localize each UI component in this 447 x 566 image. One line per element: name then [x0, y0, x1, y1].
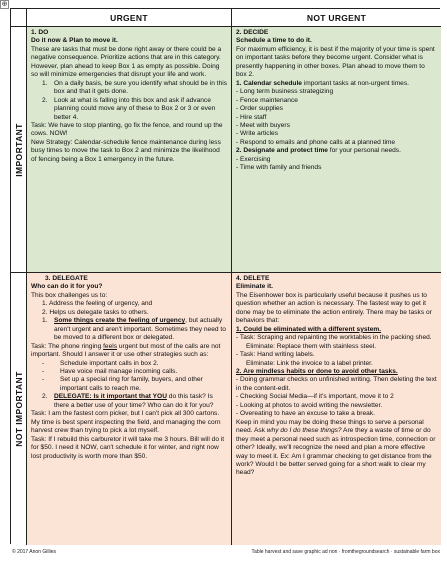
- list-number: 1.: [42, 317, 48, 325]
- section-heading: [236, 147, 437, 155]
- quadrant-decide: [232, 27, 441, 273]
- eliminate-text: Eliminate: Link the invoice to a label printer.: [246, 359, 373, 367]
- section-heading: [236, 80, 437, 88]
- quadrant-title: 3. DELEGATE: [45, 275, 88, 282]
- bullet-mark: -: [42, 367, 45, 375]
- task-text: Task: I am the fastest corn picker, but I can't pick all 300 cartons. My time is best spent inspecting the field, and managing the corn harvest crew than trying to pick a lot myself.: [31, 410, 221, 435]
- row-header-not-important-label: NOT IMPORTANT: [13, 371, 24, 447]
- list-item: - Looking at photos to avoid writing the newsletter.: [236, 401, 383, 409]
- list-text-emphasis: DELEGATE: Is it important that YOU: [54, 393, 167, 401]
- row-header-important-label: IMPORTANT: [13, 122, 24, 177]
- list-item: 2. Helps us delegate tasks to others.: [42, 308, 149, 316]
- task-text: [31, 343, 227, 360]
- quadrant-subtitle: Who can do it for you?: [31, 283, 103, 291]
- task-text: - Task: Hand writing labels.: [236, 351, 315, 359]
- list-text: [54, 393, 227, 410]
- list-text: [54, 317, 227, 342]
- quadrant-title: 1. DO: [31, 29, 49, 36]
- list-number: 1.: [42, 79, 48, 87]
- section-heading-rest: for your personal needs.: [327, 147, 401, 155]
- section-heading: 1. Could be eliminated with a different system.: [236, 325, 382, 333]
- list-item: - Time with family and friends: [236, 164, 322, 172]
- list-text-rest: , but actually aren't urgent and aren't important. Sometimes they need to be moved to a different box or delegated.: [54, 317, 226, 342]
- list-item: - Long term business strategizing: [236, 88, 334, 96]
- closing-text-pre: Keep in mind you may be doing these things to serve a personal need. Ask: [236, 418, 424, 435]
- eisenhower-matrix: [10, 8, 440, 544]
- list-item: - Exercising: [236, 155, 271, 163]
- quadrant-subtitle: Eliminate it.: [236, 283, 274, 291]
- section-heading-bold: 1. Calendar schedule: [236, 79, 302, 87]
- list-item: - Order supplies: [236, 105, 283, 113]
- list-item: - Fence maintenance: [236, 96, 298, 104]
- list-text: Look at what is falling into this box and ask if advance planning could move any of these to Box 2 or 3 or even better 4.: [54, 96, 216, 121]
- quadrant-paragraph: These are tasks that must be done right away or there could be a negative consequence. Prioritize actions that are in this category. However, plan ahead to keep Box 1 as empty as possible. Doing so will minimize emergencies that disrupt your life and work.: [31, 45, 222, 79]
- task-text-emphasis: feels: [103, 342, 118, 350]
- task-text-post: urgent but most of the calls are not important. Should I answer it or use other strategies such as:: [31, 342, 221, 359]
- bullet-mark: -: [42, 376, 45, 384]
- row-header-not-important: [11, 273, 27, 545]
- quadrant-subtitle: Schedule a time to do it.: [236, 37, 312, 45]
- closing-paragraph: [236, 419, 437, 478]
- section-heading-bold: 2. Designate and protect time: [236, 147, 328, 155]
- quadrant-paragraph: The Eisenhower box is particularly useful because it pushes us to question whether an action is necessary. The fastest way to get it done may be to eliminate the action entirely. There may be tasks or behaviors that:: [236, 291, 432, 325]
- list-text: On a daily basis, be sure you identify what should be in this box and that it gets done.: [54, 79, 228, 96]
- list-item: [31, 97, 227, 122]
- task-text: Task: We have to stop planting, go fix the fence, and round up the cows. NOW!: [31, 121, 223, 138]
- matrix-corner: [11, 9, 27, 27]
- row-header-important: [11, 27, 27, 273]
- list-text: Set up a special ring for family, buyers, and other important calls to reach me.: [60, 376, 203, 392]
- list-item: 1. Address the feeling of urgency, and: [42, 300, 153, 308]
- list-item: [31, 360, 227, 368]
- list-item: - Checking Social Media—if it's important, move it to 2: [236, 393, 394, 401]
- list-item: - Meet with buyers: [236, 121, 290, 129]
- quadrant-title: 4. DELETE: [236, 275, 270, 282]
- list-item: - Respond to emails and phone calls at a planned time: [236, 138, 396, 146]
- list-item: [31, 376, 227, 393]
- list-item: - Doing grammar checks on unfinished writing. Then deleting the text in the content-edit.: [236, 376, 437, 392]
- quadrant-delegate: [27, 273, 232, 545]
- list-text-emphasis: Some things create the feeling of urgency: [54, 317, 186, 325]
- section-heading-rest: important tasks at non-urgent times.: [301, 79, 409, 87]
- column-header-not-urgent: NOT URGENT: [232, 9, 441, 27]
- closing-text-emphasis: why do I do these things?: [266, 427, 342, 435]
- list-item: [31, 368, 227, 376]
- quadrant-do: [27, 27, 232, 273]
- list-item: - Hire staff: [236, 113, 267, 121]
- task-text: - Task: Scraping and repainting the worktables in the packing shed.: [236, 334, 432, 342]
- quadrant-delete: [232, 273, 441, 545]
- section-heading: 2. Are mindless habits or done to avoid other tasks.: [236, 367, 398, 375]
- bullet-mark: -: [42, 359, 45, 367]
- list-item: - Overeating to have an excuse to take a break.: [236, 410, 375, 418]
- table-move-handle[interactable]: ⊕: [1, 1, 8, 8]
- copyright-text: © 2017 Anon Gillies: [12, 549, 56, 555]
- closing-text-post: Are they a waste of time or do they meet a personal need such as introspection time, connection or other? Ideally, we'll recognize the need and plan a more effective way to meet it. Ex: Am I grammar checking to get distance from the work? Would I be better served going for a short walk to clear my head?: [236, 427, 436, 477]
- list-item: [31, 393, 227, 410]
- list-number: 2.: [42, 393, 48, 401]
- task-text: Task: If I rebuild this carburetor it will take me 3 hours. Bill will do it for $50. I need it NOW, can't schedule it for winter, and right now lost productivity is worth more than $50.: [31, 435, 225, 460]
- list-text-rest: do this task? Is there a better use of your time? Who can do it for you?: [54, 393, 214, 409]
- list-item: - Write articles: [236, 130, 279, 138]
- task-text-pre: Task: The phone ringing: [31, 342, 104, 350]
- quadrant-paragraph: For maximum efficiency, it is best if the majority of your time is spent on important tasks before they become urgent. Consider what is presently happening in other boxes. Plan ahead to move them to box 2.: [236, 45, 435, 79]
- eliminate-text: Eliminate: Replace them with stainless steel.: [246, 342, 377, 350]
- list-text: Have voice mail manage incoming calls.: [60, 367, 178, 375]
- quadrant-title: 2. DECIDE: [236, 29, 269, 36]
- quadrant-paragraph: This box challenges us to:: [31, 291, 108, 299]
- column-header-urgent: URGENT: [27, 9, 232, 27]
- strategy-text: New Strategy: Calendar-schedule fence maintenance during less busy times to move the task to Box 2 and minimize the likelihood of fencing being a Box 1 emergency in the future.: [31, 138, 221, 163]
- list-number: 2.: [42, 96, 48, 104]
- list-text: Schedule important calls in box 2.: [60, 359, 159, 367]
- list-item: [31, 80, 227, 97]
- list-item: [31, 317, 227, 342]
- quadrant-subtitle: Do it now & Plan to move it.: [31, 37, 118, 45]
- source-text: Table harvest and save graphic ad non · fromthegroundsearch · sustainable farm box: [251, 549, 440, 555]
- page-footer: [12, 547, 440, 557]
